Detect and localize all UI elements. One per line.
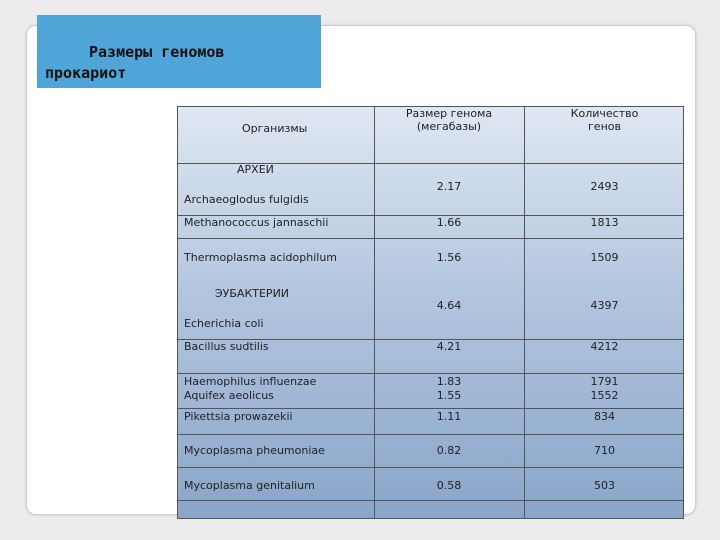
gene-count-value: 4212 bbox=[590, 340, 619, 353]
genome-size-value: 1.56 bbox=[436, 251, 462, 264]
row-divider bbox=[178, 467, 683, 468]
gene-count-value: 710 bbox=[594, 444, 615, 457]
organism-name: Bacillus sudtilis bbox=[184, 340, 269, 353]
genome-size-value: 0.82 bbox=[436, 444, 462, 457]
genome-size-value: 2.17 bbox=[436, 180, 462, 193]
row-divider bbox=[178, 408, 683, 409]
slide-title: Размеры геномов прокариот bbox=[45, 43, 225, 82]
organism-name: Haemophilus influenzae bbox=[184, 375, 317, 388]
row-divider bbox=[178, 373, 683, 374]
gene-count-value: 1791 bbox=[590, 375, 619, 388]
gene-count-value: 1509 bbox=[590, 251, 619, 264]
title-box bbox=[37, 15, 321, 88]
genome-size-value: 1.66 bbox=[436, 216, 462, 229]
gene-count-value: 1813 bbox=[590, 216, 619, 229]
organism-name: Archaeoglodus fulgidis bbox=[184, 193, 309, 206]
genome-size-value: 1.11 bbox=[436, 410, 462, 423]
organism-name: Aquifex aeolicus bbox=[184, 389, 274, 402]
row-divider bbox=[178, 434, 683, 435]
gene-count-value: 834 bbox=[594, 410, 615, 423]
organism-name: Mycoplasma pheumoniae bbox=[184, 444, 325, 457]
row-divider bbox=[178, 500, 683, 501]
group-label-eubacteria: ЭУБАКТЕРИИ bbox=[215, 287, 290, 300]
genome-size-value: 0.58 bbox=[436, 479, 462, 492]
organism-name: Echerichia coli bbox=[184, 317, 264, 330]
organism-name: Thermoplasma acidophilum bbox=[184, 251, 338, 264]
header-gene-count: Количество генов bbox=[570, 107, 639, 133]
header-genome-size: Размер генома (мегабазы) bbox=[405, 107, 493, 133]
gene-count-value: 1552 bbox=[590, 389, 619, 402]
header-organisms: Организмы bbox=[242, 122, 308, 135]
group-label-archaea: АРХЕИ bbox=[237, 163, 274, 176]
gene-count-value: 4397 bbox=[590, 299, 619, 312]
organism-name: Methanococcus jannaschii bbox=[184, 216, 329, 229]
genome-size-value: 4.64 bbox=[436, 299, 462, 312]
gene-count-value: 503 bbox=[594, 479, 615, 492]
genome-table bbox=[177, 106, 684, 519]
genome-size-value: 1.55 bbox=[436, 389, 462, 402]
row-divider bbox=[178, 238, 683, 239]
organism-name: Mycoplasma genitalium bbox=[184, 479, 315, 492]
organism-name: Pikettsia prowazekii bbox=[184, 410, 293, 423]
genome-size-value: 4.21 bbox=[436, 340, 462, 353]
genome-size-value: 1.83 bbox=[436, 375, 462, 388]
gene-count-value: 2493 bbox=[590, 180, 619, 193]
